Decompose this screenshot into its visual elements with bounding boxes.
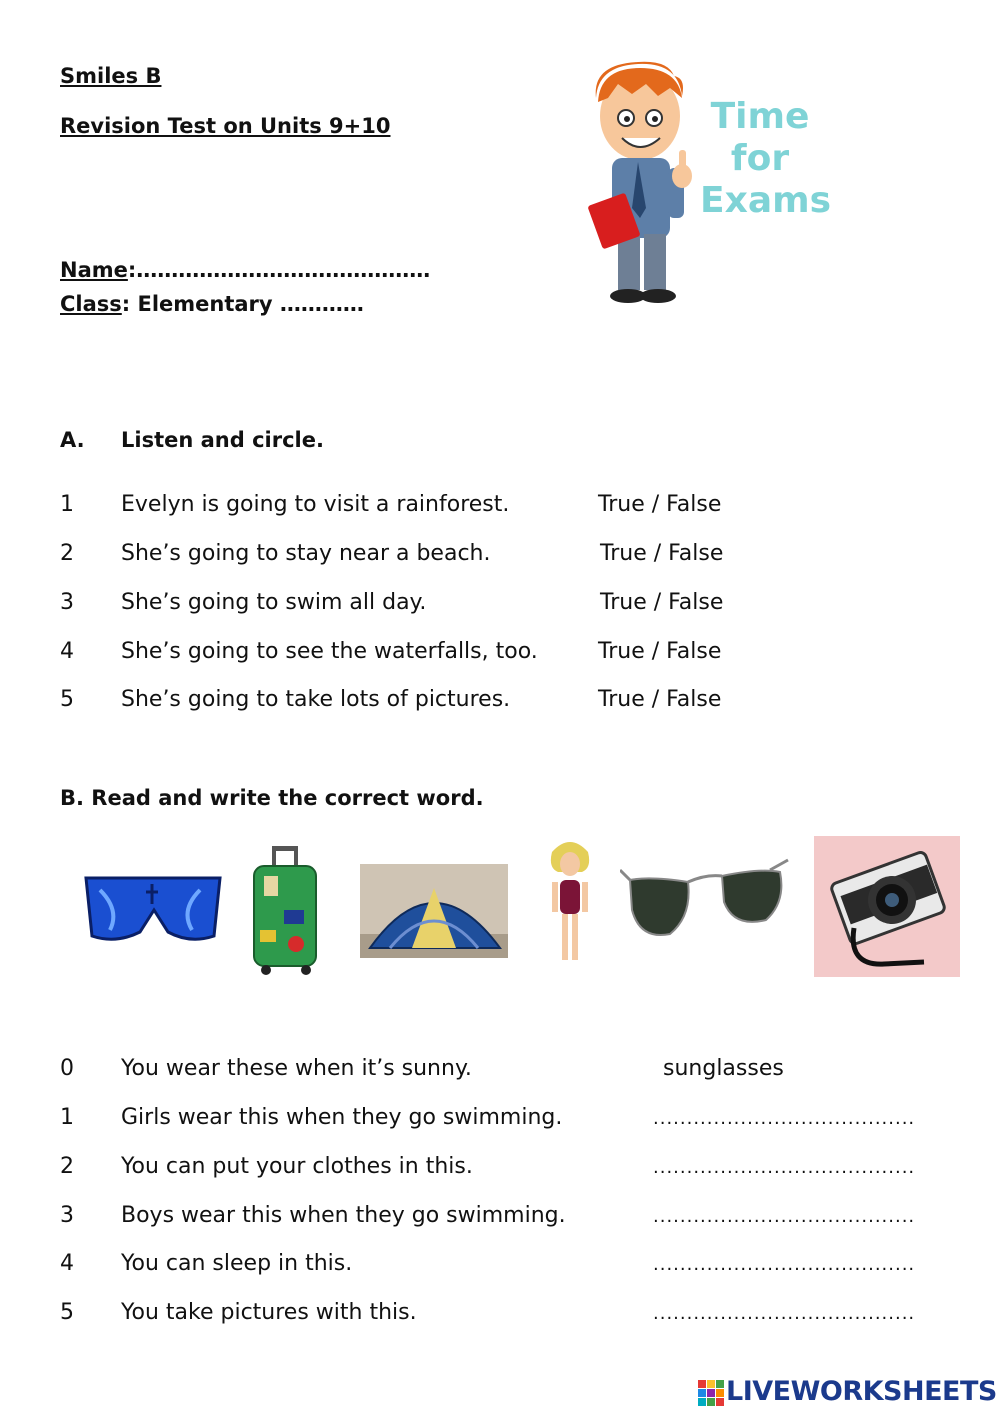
true-false-choice[interactable]: True / False: [598, 687, 722, 712]
section-a-letter: A.: [60, 428, 85, 452]
example-answer: sunglasses: [663, 1056, 784, 1081]
section-b-item-text: Girls wear this when they go swimming.: [121, 1105, 563, 1130]
section-a-item-number: 3: [60, 590, 74, 615]
class-label: Class: [60, 292, 122, 316]
section-a-item-text: She’s going to swim all day.: [121, 590, 427, 615]
answer-blank[interactable]: .......................................: [653, 1157, 916, 1178]
liveworksheets-logo: [698, 1376, 998, 1410]
section-b-item-text: You take pictures with this.: [121, 1300, 417, 1325]
section-a-item-text: She’s going to take lots of pictures.: [121, 687, 511, 712]
section-b-item-number: 0: [60, 1056, 74, 1081]
worksheet-subtitle: Revision Test on Units 9+10: [60, 114, 391, 138]
class-value: : Elementary …………: [121, 292, 364, 316]
true-false-choice[interactable]: True / False: [600, 541, 724, 566]
section-b-item-number: 4: [60, 1251, 74, 1276]
sunglasses-icon: [620, 856, 790, 946]
section-a-item-number: 5: [60, 687, 74, 712]
section-a-item-number: 2: [60, 541, 74, 566]
worksheet-title: Smiles B: [60, 64, 162, 88]
answer-blank[interactable]: .......................................: [653, 1108, 916, 1129]
camera-icon: [814, 836, 960, 977]
time-for-exams-text: [700, 96, 832, 222]
section-b-item-number: 3: [60, 1203, 74, 1228]
section-a-item-text: Evelyn is going to visit a rainforest.: [121, 492, 510, 517]
section-b-item-text: You can put your clothes in this.: [121, 1154, 473, 1179]
name-label: Name: [60, 258, 128, 282]
section-b-item-text: You wear these when it’s sunny.: [121, 1056, 472, 1081]
section-b-item-text: Boys wear this when they go swimming.: [121, 1203, 566, 1228]
answer-blank[interactable]: .......................................: [653, 1254, 916, 1275]
section-a-item-number: 4: [60, 639, 74, 664]
section-a-heading: Listen and circle.: [121, 428, 324, 452]
section-b-item-number: 5: [60, 1300, 74, 1325]
answer-blank[interactable]: .......................................: [653, 1303, 916, 1324]
section-a-item-text: She’s going to stay near a beach.: [121, 541, 491, 566]
answer-blank[interactable]: .......................................: [653, 1206, 916, 1227]
badge-line-1: Time: [710, 96, 810, 137]
swim-trunks-icon: [80, 870, 226, 948]
section-b-item-number: 1: [60, 1105, 74, 1130]
badge-line-3: Exams: [700, 180, 832, 221]
section-a-item-number: 1: [60, 492, 74, 517]
section-b-heading: B. Read and write the correct word.: [60, 786, 484, 810]
section-b-item-number: 2: [60, 1154, 74, 1179]
class-line: [60, 292, 364, 316]
true-false-choice[interactable]: True / False: [598, 639, 722, 664]
true-false-choice[interactable]: True / False: [600, 590, 724, 615]
liveworksheets-mark-icon: [698, 1380, 724, 1406]
name-line: [60, 258, 430, 282]
badge-line-2: for: [730, 138, 790, 179]
swimsuit-girl-icon: [546, 838, 594, 972]
true-false-choice[interactable]: True / False: [598, 492, 722, 517]
section-a-item-text: She’s going to see the waterfalls, too.: [121, 639, 538, 664]
suitcase-icon: [250, 846, 320, 976]
tent-icon: [360, 864, 508, 958]
name-dots: :……………………………………: [127, 258, 431, 282]
liveworksheets-logo-text: LIVEWORKSHEETS: [726, 1376, 997, 1407]
section-b-item-text: You can sleep in this.: [121, 1251, 353, 1276]
